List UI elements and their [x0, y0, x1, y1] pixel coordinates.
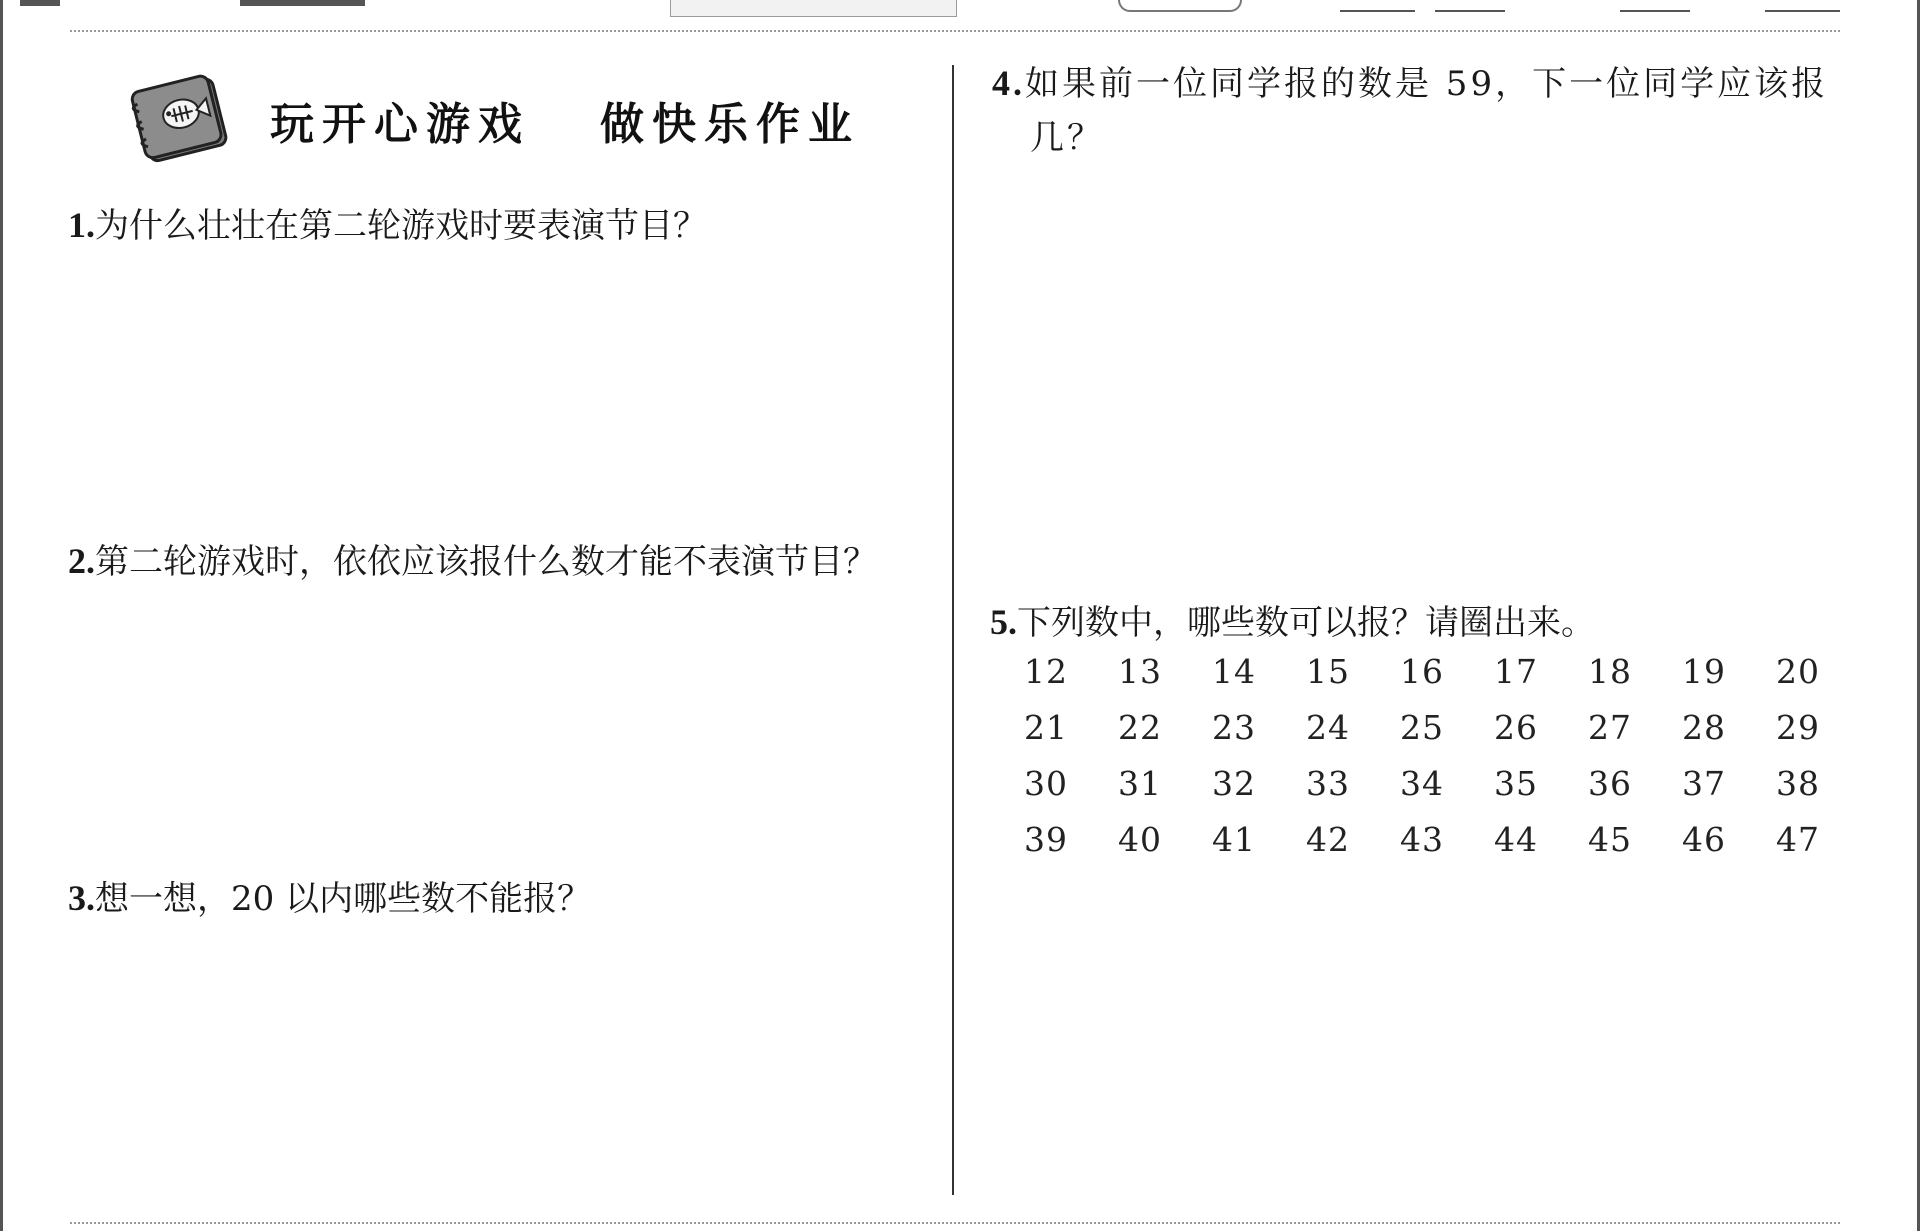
number-option[interactable]: 26 [1494, 708, 1538, 747]
page-border-left [0, 0, 3, 1231]
number-option[interactable]: 23 [1212, 708, 1256, 747]
number-option[interactable]: 30 [1024, 764, 1068, 803]
number-option[interactable]: 45 [1588, 820, 1632, 859]
number-option[interactable]: 15 [1306, 652, 1350, 691]
number-option[interactable]: 34 [1400, 764, 1444, 803]
number-option[interactable]: 47 [1776, 820, 1820, 859]
number-option[interactable]: 36 [1588, 764, 1632, 803]
question-2 [68, 534, 877, 589]
top-dotted-rule [70, 30, 1840, 32]
header-label-box [670, 0, 957, 17]
number-option[interactable]: 24 [1306, 708, 1350, 747]
number-option[interactable]: 43 [1400, 820, 1444, 859]
number-option[interactable]: 27 [1588, 708, 1632, 747]
number-option[interactable]: 25 [1400, 708, 1444, 747]
bottom-dotted-rule [70, 1222, 1840, 1224]
number-option[interactable]: 42 [1306, 820, 1350, 859]
number-option[interactable]: 35 [1494, 764, 1538, 803]
number-option[interactable]: 28 [1682, 708, 1726, 747]
question-number: 3. [68, 878, 95, 918]
number-grid [1024, 650, 1870, 862]
question-text: 第二轮游戏时，依依应该报什么数才能不表演节目？ [95, 542, 877, 582]
number-option[interactable]: 38 [1776, 764, 1820, 803]
book-fish-icon [125, 72, 237, 172]
section-heading: 玩开心游戏 做快乐作业 [270, 99, 860, 150]
header-ornament [1118, 0, 1242, 12]
number-option[interactable]: 17 [1494, 652, 1538, 691]
header-fragment-title [240, 0, 365, 6]
header-blank-line [1435, 10, 1505, 12]
question-1 [68, 198, 707, 253]
number-option[interactable]: 19 [1682, 652, 1726, 691]
number-option[interactable]: 12 [1024, 652, 1068, 691]
column-divider [952, 65, 954, 1195]
header-blank-line [1620, 10, 1690, 12]
number-option[interactable]: 44 [1494, 820, 1538, 859]
number-option[interactable]: 40 [1118, 820, 1162, 859]
number-option[interactable]: 37 [1682, 764, 1726, 803]
question-text: 下列数中，哪些数可以报？请圈出来。 [1017, 603, 1595, 643]
number-option[interactable]: 21 [1024, 708, 1068, 747]
header-fragment-left [20, 0, 60, 6]
number-option[interactable]: 31 [1118, 764, 1162, 803]
question-text: 如果前一位同学报的数是 59，下一位同学应该报几？ [1025, 64, 1829, 158]
number-option[interactable]: 14 [1212, 652, 1256, 691]
number-option[interactable]: 20 [1776, 652, 1820, 691]
number-option[interactable]: 16 [1400, 652, 1444, 691]
number-option[interactable]: 18 [1588, 652, 1632, 691]
question-5 [990, 595, 1595, 650]
question-4 [992, 56, 1890, 165]
question-number: 4. [992, 63, 1025, 103]
number-option[interactable]: 29 [1776, 708, 1820, 747]
question-number: 2. [68, 541, 95, 581]
number-option[interactable]: 33 [1306, 764, 1350, 803]
header-blank-line [1340, 10, 1415, 12]
question-3 [68, 871, 591, 926]
number-option[interactable]: 22 [1118, 708, 1162, 747]
header-blank-line [1765, 10, 1840, 12]
question-text: 想一想，20 以内哪些数不能报？ [95, 879, 592, 919]
question-number: 5. [990, 602, 1017, 642]
question-number: 1. [68, 205, 95, 245]
number-option[interactable]: 46 [1682, 820, 1726, 859]
number-option[interactable]: 41 [1212, 820, 1256, 859]
question-text: 为什么壮壮在第二轮游戏时要表演节目？ [95, 206, 707, 246]
number-option[interactable]: 39 [1024, 820, 1068, 859]
number-option[interactable]: 13 [1118, 652, 1162, 691]
number-option[interactable]: 32 [1212, 764, 1256, 803]
